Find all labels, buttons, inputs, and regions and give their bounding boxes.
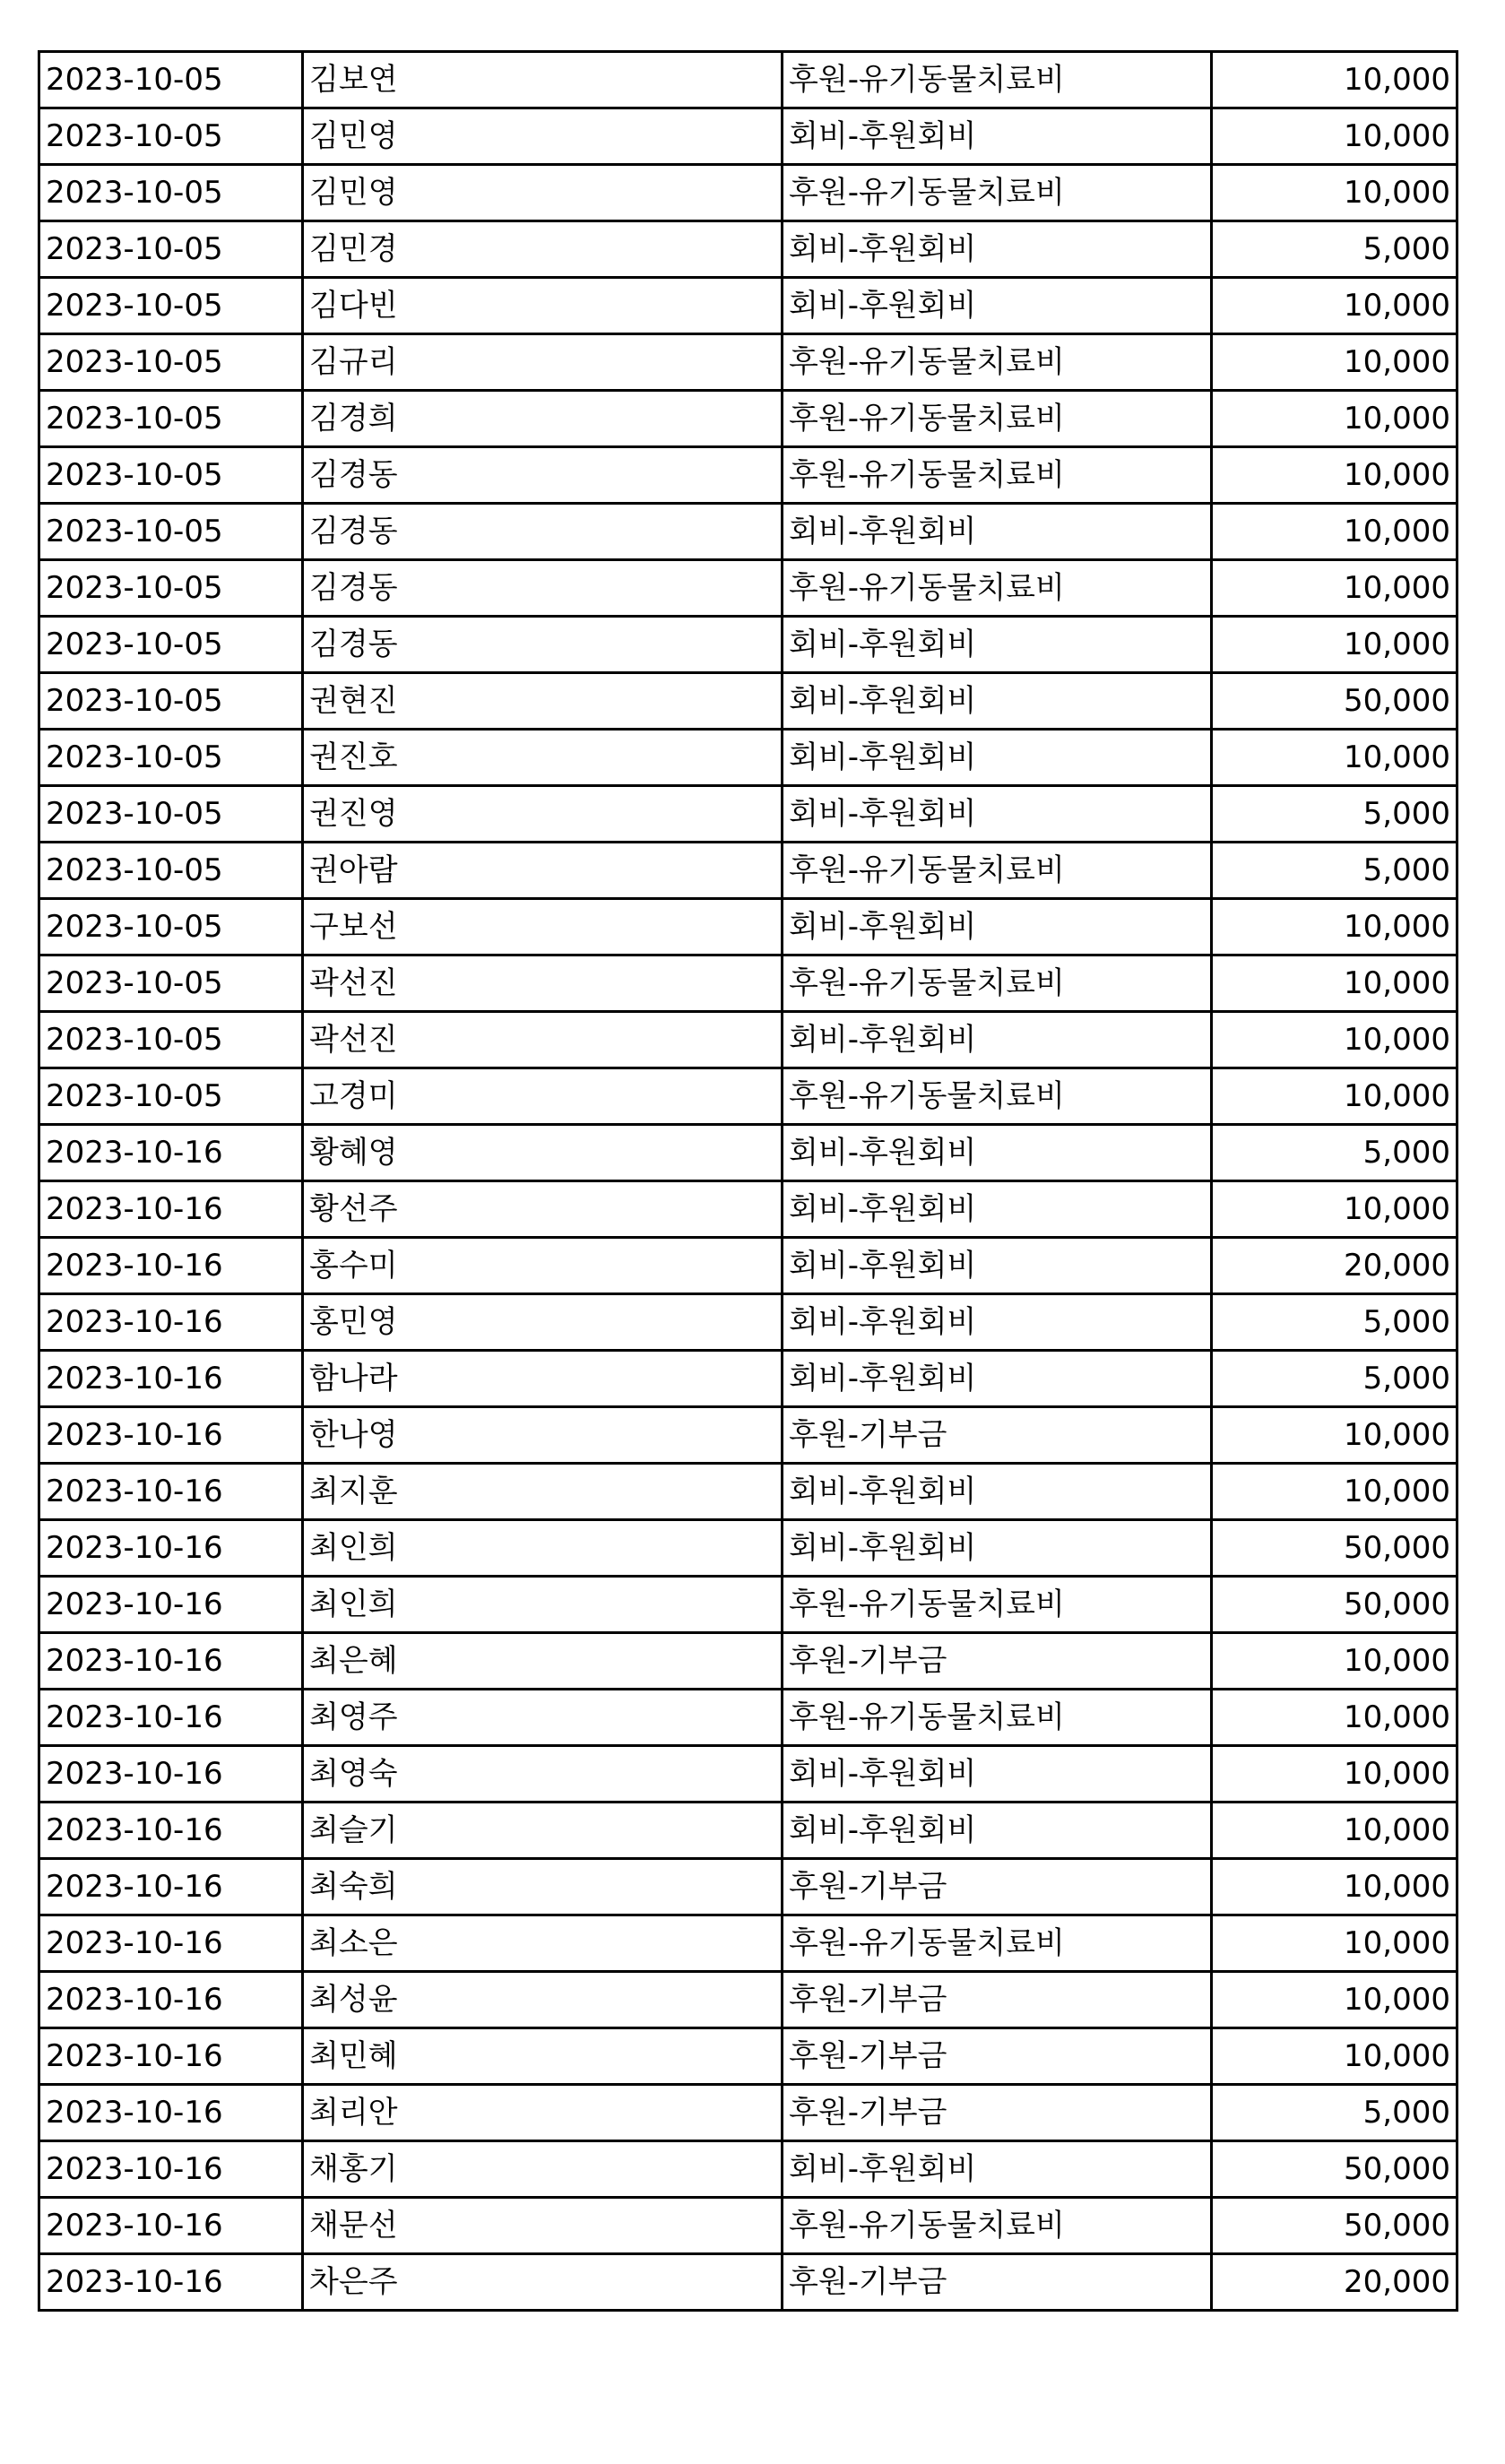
- amount-cell: 10,000: [1212, 334, 1457, 391]
- table-row: [39, 730, 1457, 786]
- table-row: [39, 786, 1457, 843]
- category-cell: 후원-유기동물치료비: [783, 391, 1212, 447]
- date-cell: 2023-10-05: [39, 843, 303, 899]
- table-row: [39, 1577, 1457, 1633]
- amount-cell: 5,000: [1212, 843, 1457, 899]
- table-row: [39, 108, 1457, 165]
- category-cell: 후원-유기동물치료비: [783, 447, 1212, 504]
- table-row: [39, 1746, 1457, 1803]
- category-cell: 회비-후원회비: [783, 1520, 1212, 1577]
- date-cell: 2023-10-05: [39, 560, 303, 617]
- category-cell: 회비-후원회비: [783, 504, 1212, 560]
- name-cell: 권현진: [303, 673, 783, 730]
- amount-cell: 5,000: [1212, 786, 1457, 843]
- table-row: [39, 1351, 1457, 1407]
- category-cell: 회비-후원회비: [783, 1238, 1212, 1294]
- category-cell: 회비-후원회비: [783, 1464, 1212, 1520]
- name-cell: 최민혜: [303, 2028, 783, 2085]
- amount-cell: 10,000: [1212, 1690, 1457, 1746]
- name-cell: 함나라: [303, 1351, 783, 1407]
- name-cell: 김보연: [303, 52, 783, 108]
- date-cell: 2023-10-16: [39, 1859, 303, 1915]
- name-cell: 채홍기: [303, 2141, 783, 2198]
- amount-cell: 10,000: [1212, 1859, 1457, 1915]
- table-row: [39, 2028, 1457, 2085]
- name-cell: 권진영: [303, 786, 783, 843]
- date-cell: 2023-10-05: [39, 786, 303, 843]
- category-cell: 후원-기부금: [783, 2085, 1212, 2141]
- table-row: [39, 1690, 1457, 1746]
- amount-cell: 20,000: [1212, 1238, 1457, 1294]
- date-cell: 2023-10-16: [39, 1972, 303, 2028]
- table-row: [39, 165, 1457, 221]
- name-cell: 김경희: [303, 391, 783, 447]
- amount-cell: 10,000: [1212, 52, 1457, 108]
- category-cell: 회비-후원회비: [783, 1351, 1212, 1407]
- date-cell: 2023-10-05: [39, 52, 303, 108]
- category-cell: 후원-기부금: [783, 2028, 1212, 2085]
- date-cell: 2023-10-16: [39, 2085, 303, 2141]
- date-cell: 2023-10-16: [39, 1407, 303, 1464]
- amount-cell: 10,000: [1212, 617, 1457, 673]
- date-cell: 2023-10-05: [39, 899, 303, 955]
- amount-cell: 10,000: [1212, 1068, 1457, 1125]
- amount-cell: 10,000: [1212, 278, 1457, 334]
- amount-cell: 10,000: [1212, 165, 1457, 221]
- date-cell: 2023-10-05: [39, 278, 303, 334]
- table-row: [39, 52, 1457, 108]
- date-cell: 2023-10-16: [39, 1803, 303, 1859]
- category-cell: 회비-후원회비: [783, 899, 1212, 955]
- date-cell: 2023-10-16: [39, 1294, 303, 1351]
- amount-cell: 10,000: [1212, 1803, 1457, 1859]
- category-cell: 후원-유기동물치료비: [783, 955, 1212, 1012]
- name-cell: 최영주: [303, 1690, 783, 1746]
- name-cell: 김경동: [303, 504, 783, 560]
- category-cell: 회비-후원회비: [783, 108, 1212, 165]
- date-cell: 2023-10-16: [39, 1351, 303, 1407]
- amount-cell: 10,000: [1212, 730, 1457, 786]
- category-cell: 회비-후원회비: [783, 1803, 1212, 1859]
- amount-cell: 10,000: [1212, 1464, 1457, 1520]
- table-row: [39, 1972, 1457, 2028]
- name-cell: 곽선진: [303, 955, 783, 1012]
- table-row: [39, 391, 1457, 447]
- date-cell: 2023-10-05: [39, 617, 303, 673]
- table-row: [39, 1407, 1457, 1464]
- date-cell: 2023-10-16: [39, 1520, 303, 1577]
- name-cell: 곽선진: [303, 1012, 783, 1068]
- date-cell: 2023-10-16: [39, 1464, 303, 1520]
- category-cell: 후원-기부금: [783, 2254, 1212, 2311]
- amount-cell: 5,000: [1212, 2085, 1457, 2141]
- table-row: [39, 955, 1457, 1012]
- table-row: [39, 1125, 1457, 1181]
- date-cell: 2023-10-05: [39, 504, 303, 560]
- amount-cell: 5,000: [1212, 1351, 1457, 1407]
- name-cell: 최숙희: [303, 1859, 783, 1915]
- table-row: [39, 504, 1457, 560]
- date-cell: 2023-10-16: [39, 2254, 303, 2311]
- amount-cell: 10,000: [1212, 1633, 1457, 1690]
- amount-cell: 10,000: [1212, 955, 1457, 1012]
- table-row: [39, 278, 1457, 334]
- category-cell: 후원-유기동물치료비: [783, 1577, 1212, 1633]
- category-cell: 회비-후원회비: [783, 617, 1212, 673]
- amount-cell: 10,000: [1212, 899, 1457, 955]
- table-row: [39, 2141, 1457, 2198]
- amount-cell: 5,000: [1212, 1294, 1457, 1351]
- date-cell: 2023-10-05: [39, 447, 303, 504]
- category-cell: 후원-기부금: [783, 1859, 1212, 1915]
- table-row: [39, 843, 1457, 899]
- name-cell: 권진호: [303, 730, 783, 786]
- date-cell: 2023-10-16: [39, 2028, 303, 2085]
- name-cell: 김경동: [303, 617, 783, 673]
- name-cell: 권아람: [303, 843, 783, 899]
- name-cell: 김규리: [303, 334, 783, 391]
- name-cell: 김다빈: [303, 278, 783, 334]
- date-cell: 2023-10-16: [39, 1125, 303, 1181]
- category-cell: 회비-후원회비: [783, 1125, 1212, 1181]
- table-row: [39, 1294, 1457, 1351]
- name-cell: 차은주: [303, 2254, 783, 2311]
- table-row: [39, 1803, 1457, 1859]
- table-row: [39, 2254, 1457, 2311]
- date-cell: 2023-10-05: [39, 391, 303, 447]
- table-row: [39, 1520, 1457, 1577]
- category-cell: 후원-유기동물치료비: [783, 2198, 1212, 2254]
- date-cell: 2023-10-16: [39, 2141, 303, 2198]
- name-cell: 홍수미: [303, 1238, 783, 1294]
- date-cell: 2023-10-05: [39, 108, 303, 165]
- amount-cell: 10,000: [1212, 504, 1457, 560]
- amount-cell: 10,000: [1212, 1746, 1457, 1803]
- amount-cell: 10,000: [1212, 560, 1457, 617]
- category-cell: 회비-후원회비: [783, 278, 1212, 334]
- amount-cell: 10,000: [1212, 1407, 1457, 1464]
- table-row: [39, 1012, 1457, 1068]
- date-cell: 2023-10-05: [39, 1012, 303, 1068]
- name-cell: 최인희: [303, 1577, 783, 1633]
- table-row: [39, 447, 1457, 504]
- date-cell: 2023-10-05: [39, 165, 303, 221]
- amount-cell: 50,000: [1212, 2198, 1457, 2254]
- date-cell: 2023-10-05: [39, 1068, 303, 1125]
- name-cell: 최슬기: [303, 1803, 783, 1859]
- name-cell: 최성윤: [303, 1972, 783, 2028]
- date-cell: 2023-10-05: [39, 221, 303, 278]
- amount-cell: 10,000: [1212, 391, 1457, 447]
- amount-cell: 10,000: [1212, 108, 1457, 165]
- table-row: [39, 1464, 1457, 1520]
- name-cell: 김민영: [303, 108, 783, 165]
- table-row: [39, 673, 1457, 730]
- amount-cell: 10,000: [1212, 1012, 1457, 1068]
- amount-cell: 50,000: [1212, 1520, 1457, 1577]
- date-cell: 2023-10-16: [39, 1238, 303, 1294]
- category-cell: 회비-후원회비: [783, 673, 1212, 730]
- table-row: [39, 1181, 1457, 1238]
- category-cell: 회비-후원회비: [783, 730, 1212, 786]
- category-cell: 후원-유기동물치료비: [783, 52, 1212, 108]
- amount-cell: 50,000: [1212, 1577, 1457, 1633]
- category-cell: 회비-후원회비: [783, 1181, 1212, 1238]
- amount-cell: 10,000: [1212, 1915, 1457, 1972]
- category-cell: 후원-유기동물치료비: [783, 560, 1212, 617]
- category-cell: 후원-기부금: [783, 1407, 1212, 1464]
- amount-cell: 10,000: [1212, 2028, 1457, 2085]
- ledger-body: [39, 52, 1457, 2311]
- name-cell: 최인희: [303, 1520, 783, 1577]
- name-cell: 최소은: [303, 1915, 783, 1972]
- name-cell: 채문선: [303, 2198, 783, 2254]
- date-cell: 2023-10-16: [39, 1746, 303, 1803]
- name-cell: 고경미: [303, 1068, 783, 1125]
- table-row: [39, 1633, 1457, 1690]
- name-cell: 김경동: [303, 560, 783, 617]
- name-cell: 구보선: [303, 899, 783, 955]
- name-cell: 최리안: [303, 2085, 783, 2141]
- name-cell: 황선주: [303, 1181, 783, 1238]
- name-cell: 황혜영: [303, 1125, 783, 1181]
- name-cell: 김경동: [303, 447, 783, 504]
- table-row: [39, 221, 1457, 278]
- amount-cell: 5,000: [1212, 221, 1457, 278]
- amount-cell: 10,000: [1212, 1972, 1457, 2028]
- amount-cell: 5,000: [1212, 1125, 1457, 1181]
- table-row: [39, 560, 1457, 617]
- name-cell: 한나영: [303, 1407, 783, 1464]
- category-cell: 후원-유기동물치료비: [783, 334, 1212, 391]
- category-cell: 후원-유기동물치료비: [783, 165, 1212, 221]
- date-cell: 2023-10-05: [39, 673, 303, 730]
- name-cell: 김민경: [303, 221, 783, 278]
- table-row: [39, 899, 1457, 955]
- table-row: [39, 1859, 1457, 1915]
- table-row: [39, 1238, 1457, 1294]
- date-cell: 2023-10-16: [39, 1577, 303, 1633]
- name-cell: 김민영: [303, 165, 783, 221]
- name-cell: 홍민영: [303, 1294, 783, 1351]
- donation-ledger-table: [38, 50, 1458, 2312]
- name-cell: 최은혜: [303, 1633, 783, 1690]
- date-cell: 2023-10-05: [39, 334, 303, 391]
- category-cell: 후원-유기동물치료비: [783, 1690, 1212, 1746]
- date-cell: 2023-10-05: [39, 730, 303, 786]
- category-cell: 회비-후원회비: [783, 1012, 1212, 1068]
- date-cell: 2023-10-16: [39, 1633, 303, 1690]
- category-cell: 회비-후원회비: [783, 1746, 1212, 1803]
- date-cell: 2023-10-16: [39, 1915, 303, 1972]
- name-cell: 최영숙: [303, 1746, 783, 1803]
- date-cell: 2023-10-05: [39, 955, 303, 1012]
- category-cell: 후원-유기동물치료비: [783, 843, 1212, 899]
- amount-cell: 20,000: [1212, 2254, 1457, 2311]
- name-cell: 최지훈: [303, 1464, 783, 1520]
- amount-cell: 10,000: [1212, 1181, 1457, 1238]
- category-cell: 회비-후원회비: [783, 1294, 1212, 1351]
- table-row: [39, 2085, 1457, 2141]
- category-cell: 후원-기부금: [783, 1972, 1212, 2028]
- date-cell: 2023-10-16: [39, 2198, 303, 2254]
- category-cell: 후원-유기동물치료비: [783, 1915, 1212, 1972]
- amount-cell: 50,000: [1212, 2141, 1457, 2198]
- table-row: [39, 2198, 1457, 2254]
- table-row: [39, 1915, 1457, 1972]
- date-cell: 2023-10-16: [39, 1690, 303, 1746]
- table-row: [39, 1068, 1457, 1125]
- amount-cell: 10,000: [1212, 447, 1457, 504]
- category-cell: 후원-기부금: [783, 1633, 1212, 1690]
- category-cell: 후원-유기동물치료비: [783, 1068, 1212, 1125]
- table-row: [39, 617, 1457, 673]
- category-cell: 회비-후원회비: [783, 2141, 1212, 2198]
- table-row: [39, 334, 1457, 391]
- date-cell: 2023-10-16: [39, 1181, 303, 1238]
- category-cell: 회비-후원회비: [783, 221, 1212, 278]
- amount-cell: 50,000: [1212, 673, 1457, 730]
- category-cell: 회비-후원회비: [783, 786, 1212, 843]
